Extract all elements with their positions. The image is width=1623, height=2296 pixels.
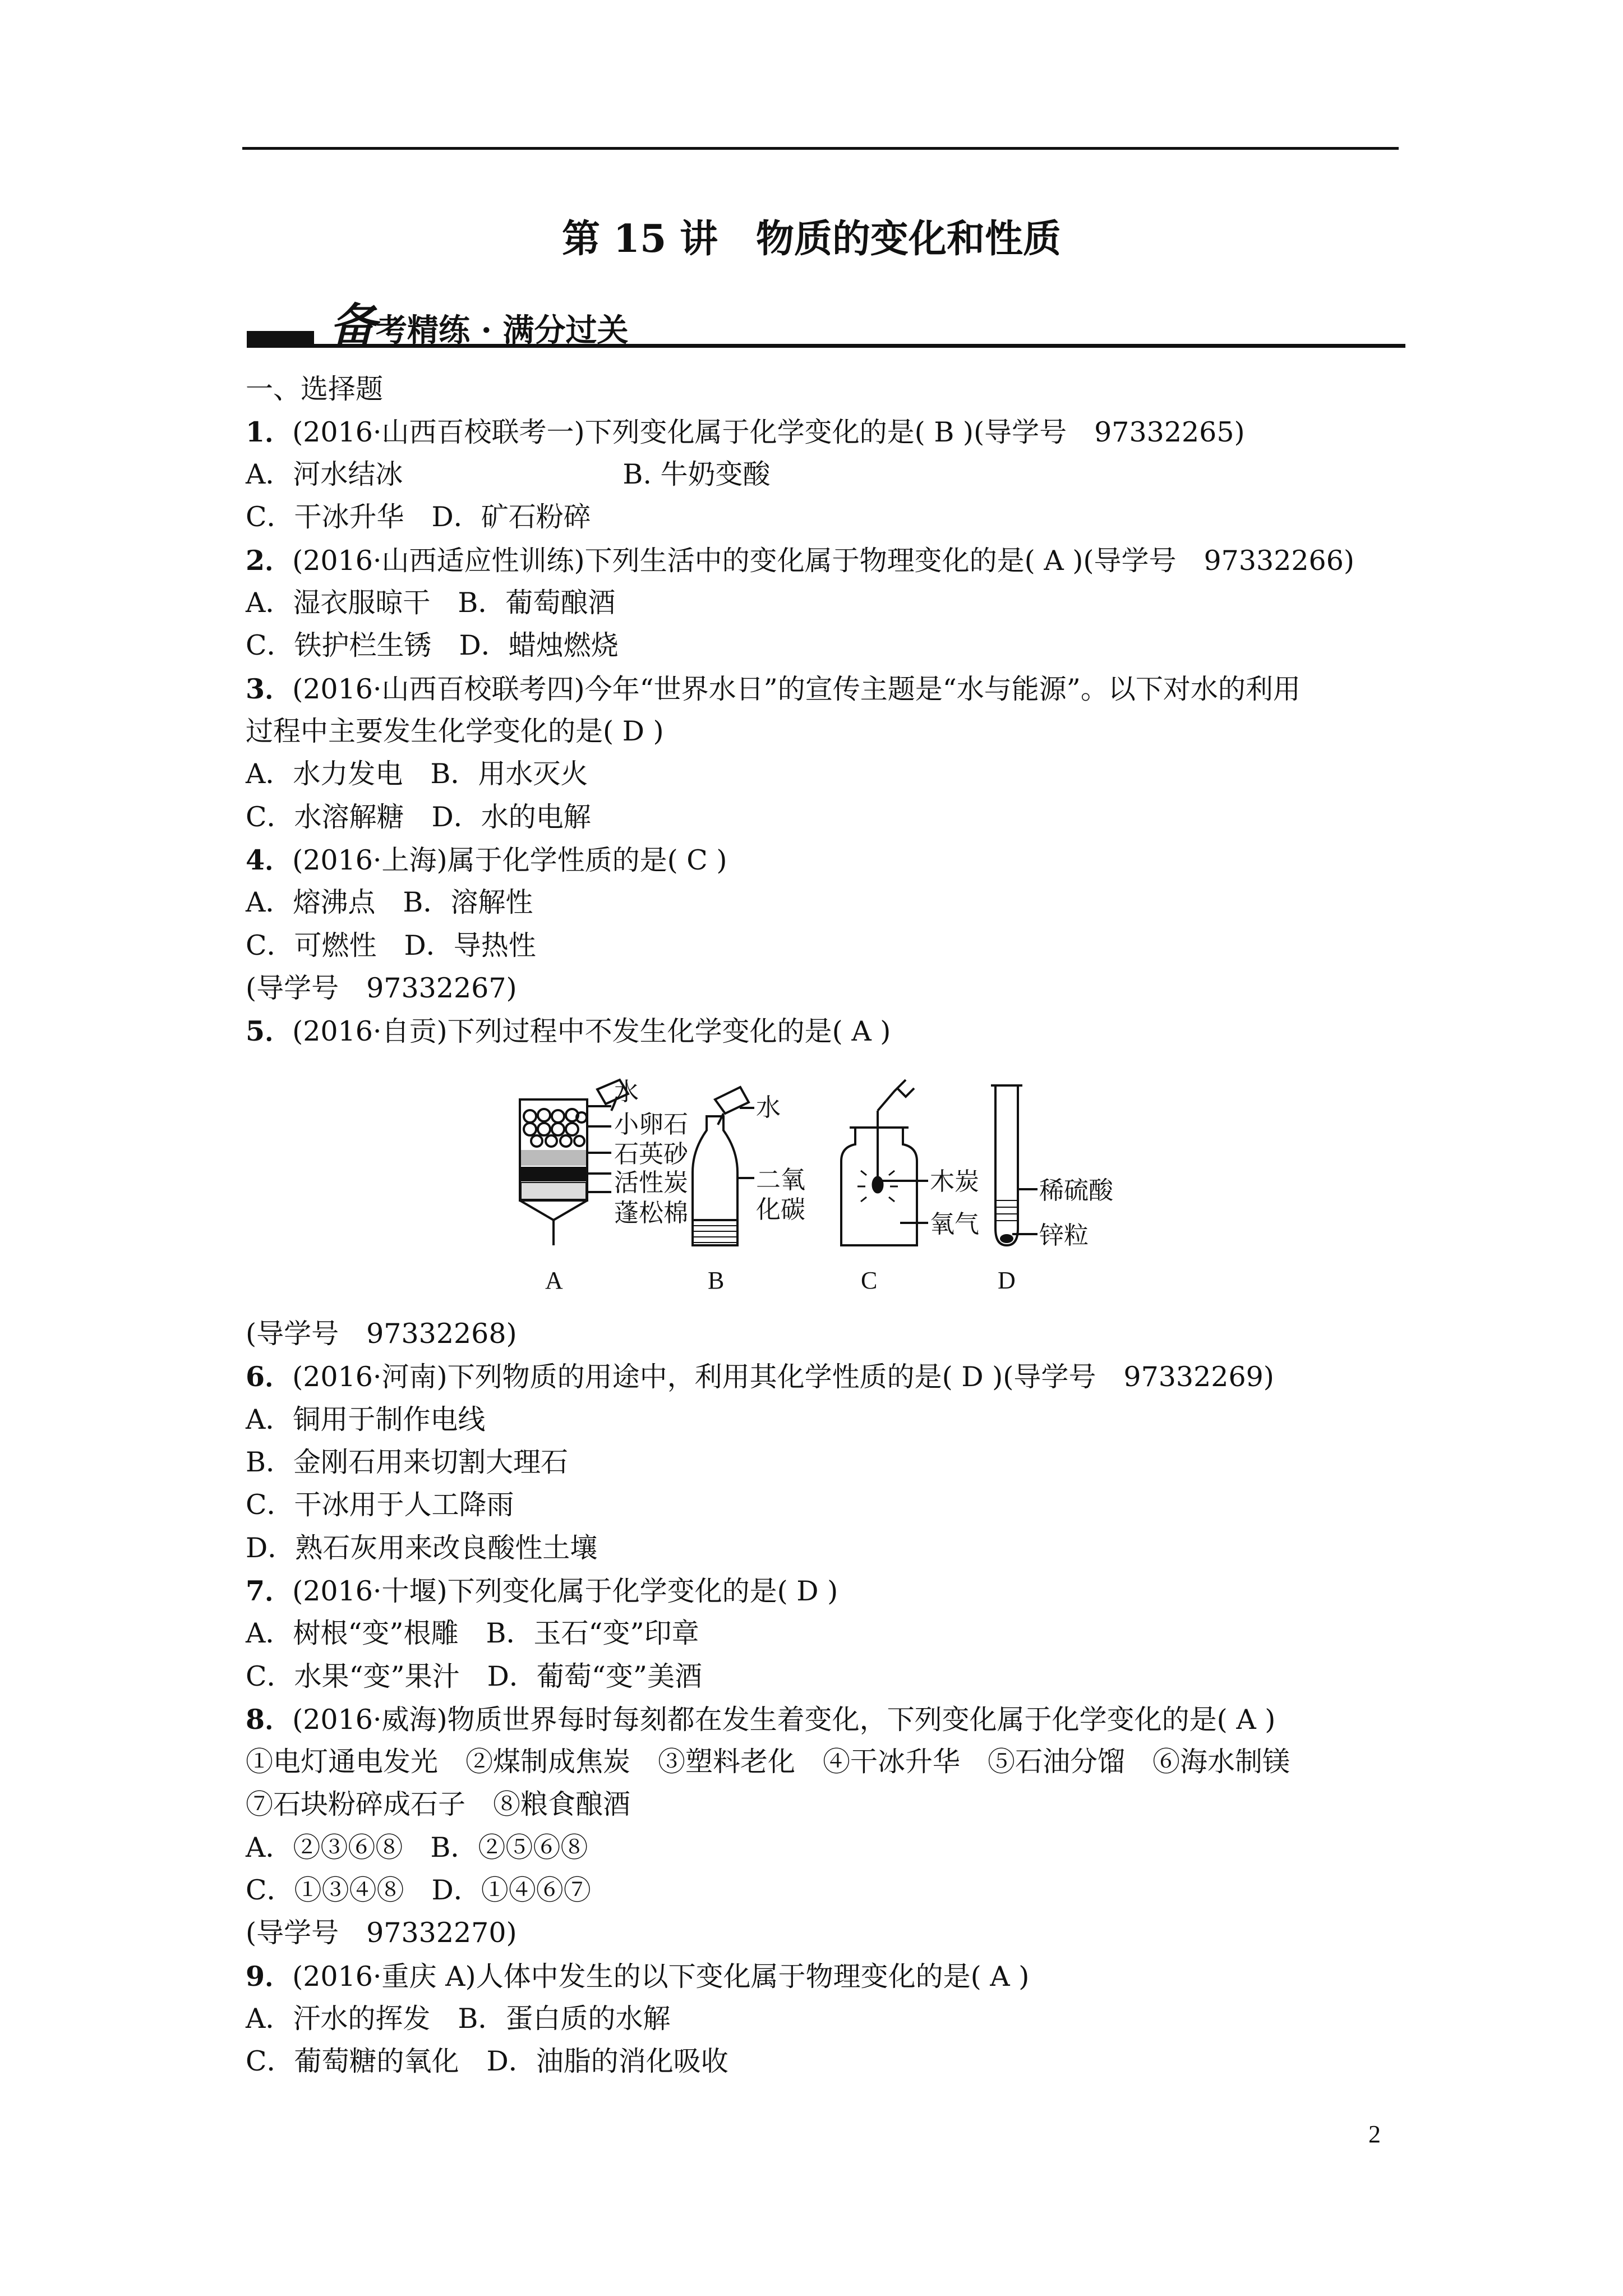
question-3: 3．(2016·山西百校联考四)今年“世界水日”的宣传主题是“水与能源”。以下对水的利用 bbox=[246, 673, 1301, 705]
question-7: 7．(2016·十堰)下列变化属于化学变化的是( D ) bbox=[246, 1575, 838, 1607]
option-line: C．水溶解糖 D．水的电解 bbox=[246, 801, 591, 833]
option-line: C．干冰用于人工降雨 bbox=[246, 1489, 514, 1521]
page-number: 2 bbox=[1368, 2120, 1381, 2148]
banner-lead-char: 备 bbox=[330, 298, 376, 352]
option-line: C．①③④⑧ D．①④⑥⑦ bbox=[246, 1874, 591, 1906]
banner-bar bbox=[247, 331, 314, 344]
label-activated-carbon: 活性炭 bbox=[614, 1168, 688, 1197]
option-line: A．水力发电 B．用水灭火 bbox=[246, 758, 588, 790]
guide-number: (导学号 97332270) bbox=[246, 1917, 517, 1949]
label-cotton: 蓬松棉 bbox=[614, 1199, 688, 1227]
option-line: C．干冰升华 D．矿石粉碎 bbox=[246, 501, 591, 533]
label-pebbles: 小卵石 bbox=[614, 1110, 688, 1139]
question-text: 过程中主要发生化学变化的是( D ) bbox=[246, 715, 664, 747]
label-dilute-sulfuric-acid: 稀硫酸 bbox=[1039, 1176, 1113, 1205]
option-line: D．熟石灰用来改良酸性土壤 bbox=[246, 1532, 598, 1564]
question-1: 1．(2016·山西百校联考一)下列变化属于化学变化的是( B )(导学号 97332265) bbox=[246, 416, 1245, 448]
label-carbon-dioxide-2: 化碳 bbox=[756, 1195, 805, 1224]
banner-rule bbox=[247, 344, 1405, 348]
guide-number: (导学号 97332267) bbox=[246, 972, 517, 1004]
bottle-b-water bbox=[694, 1226, 736, 1243]
cotton-layer bbox=[521, 1182, 586, 1199]
caption-a: A bbox=[545, 1267, 563, 1294]
option-line: C．水果“变”果汁 D．葡萄“变”美酒 bbox=[246, 1660, 702, 1692]
page-title: 第 15 讲 物质的变化和性质 bbox=[562, 217, 1061, 261]
question-4: 4．(2016·上海)属于化学性质的是( C ) bbox=[246, 844, 727, 876]
label-carbon-dioxide-1: 二氧 bbox=[756, 1166, 805, 1194]
question-text: ⑦石块粉碎成石子 ⑧粮食酿酒 bbox=[246, 1788, 631, 1820]
label-charcoal: 木炭 bbox=[930, 1167, 979, 1196]
label-oxygen: 氧气 bbox=[930, 1210, 979, 1239]
question-8: 8．(2016·威海)物质世界每时每刻都在发生着变化，下列变化属于化学变化的是( A ) bbox=[246, 1703, 1276, 1736]
tube-d-acid bbox=[997, 1200, 1017, 1221]
question-5: 5．(2016·自贡)下列过程中不发生化学变化的是( A ) bbox=[246, 1015, 891, 1047]
option-line: A．湿衣服晾干 B．葡萄酿酒 bbox=[246, 587, 616, 619]
question-2: 2．(2016·山西适应性训练)下列生活中的变化属于物理变化的是( A )(导学号 97332266) bbox=[246, 544, 1355, 577]
zinc-granules bbox=[1000, 1234, 1013, 1243]
caption-c: C bbox=[861, 1267, 878, 1294]
caption-d: D bbox=[998, 1267, 1016, 1294]
label-quartz-sand: 石英砂 bbox=[614, 1140, 688, 1168]
option-line: A．铜用于制作电线 bbox=[246, 1404, 486, 1435]
apparatus-d-drawing bbox=[991, 1085, 1038, 1245]
option-line: C．可燃性 D．导热性 bbox=[246, 930, 536, 961]
sand-layer bbox=[521, 1150, 586, 1166]
question-6: 6．(2016·河南)下列物质的用途中，利用其化学性质的是( D )(导学号 97332269) bbox=[246, 1360, 1274, 1393]
question-9: 9．(2016·重庆 A)人体中发生的以下变化属于物理变化的是( A ) bbox=[246, 1960, 1030, 1993]
option-line: B．金刚石用来切割大理石 bbox=[246, 1446, 569, 1478]
option-line: A．汗水的挥发 B．蛋白质的水解 bbox=[246, 2003, 671, 2035]
guide-number: (导学号 97332268) bbox=[246, 1318, 517, 1350]
question-text: ①电灯通电发光 ②煤制成焦炭 ③塑料老化 ④干冰升华 ⑤石油分馏 ⑥海水制镁 bbox=[246, 1746, 1290, 1778]
option-line: A．熔沸点 B．溶解性 bbox=[246, 886, 533, 918]
banner-dot: · bbox=[481, 312, 492, 349]
carbon-layer bbox=[521, 1167, 586, 1181]
banner-rest: 考精练 bbox=[376, 312, 470, 349]
apparatus-b-drawing bbox=[693, 1087, 754, 1245]
option-line: C．铁护栏生锈 D．蜡烛燃烧 bbox=[246, 629, 619, 661]
header-rule bbox=[242, 147, 1399, 150]
option-line: A．树根“变”根雕 B．玉石“变”印章 bbox=[246, 1617, 699, 1649]
option-line: A．河水结冰 B. 牛奶变酸 bbox=[246, 458, 771, 490]
section-heading: 一、选择题 bbox=[246, 373, 384, 405]
section-banner bbox=[247, 300, 1405, 356]
caption-b: B bbox=[708, 1267, 725, 1294]
label-zinc: 锌粒 bbox=[1039, 1221, 1089, 1250]
option-line: C．葡萄糖的氧化 D．油脂的消化吸收 bbox=[246, 2045, 728, 2077]
banner-tail: 满分过关 bbox=[502, 312, 629, 349]
option-line: A．②③⑥⑧ B．②⑤⑥⑧ bbox=[246, 1832, 588, 1864]
label-water-a: 水 bbox=[614, 1078, 639, 1106]
apparatus-c-drawing bbox=[841, 1080, 928, 1245]
experiment-figure bbox=[513, 1077, 1136, 1301]
label-water-b: 水 bbox=[756, 1093, 781, 1122]
